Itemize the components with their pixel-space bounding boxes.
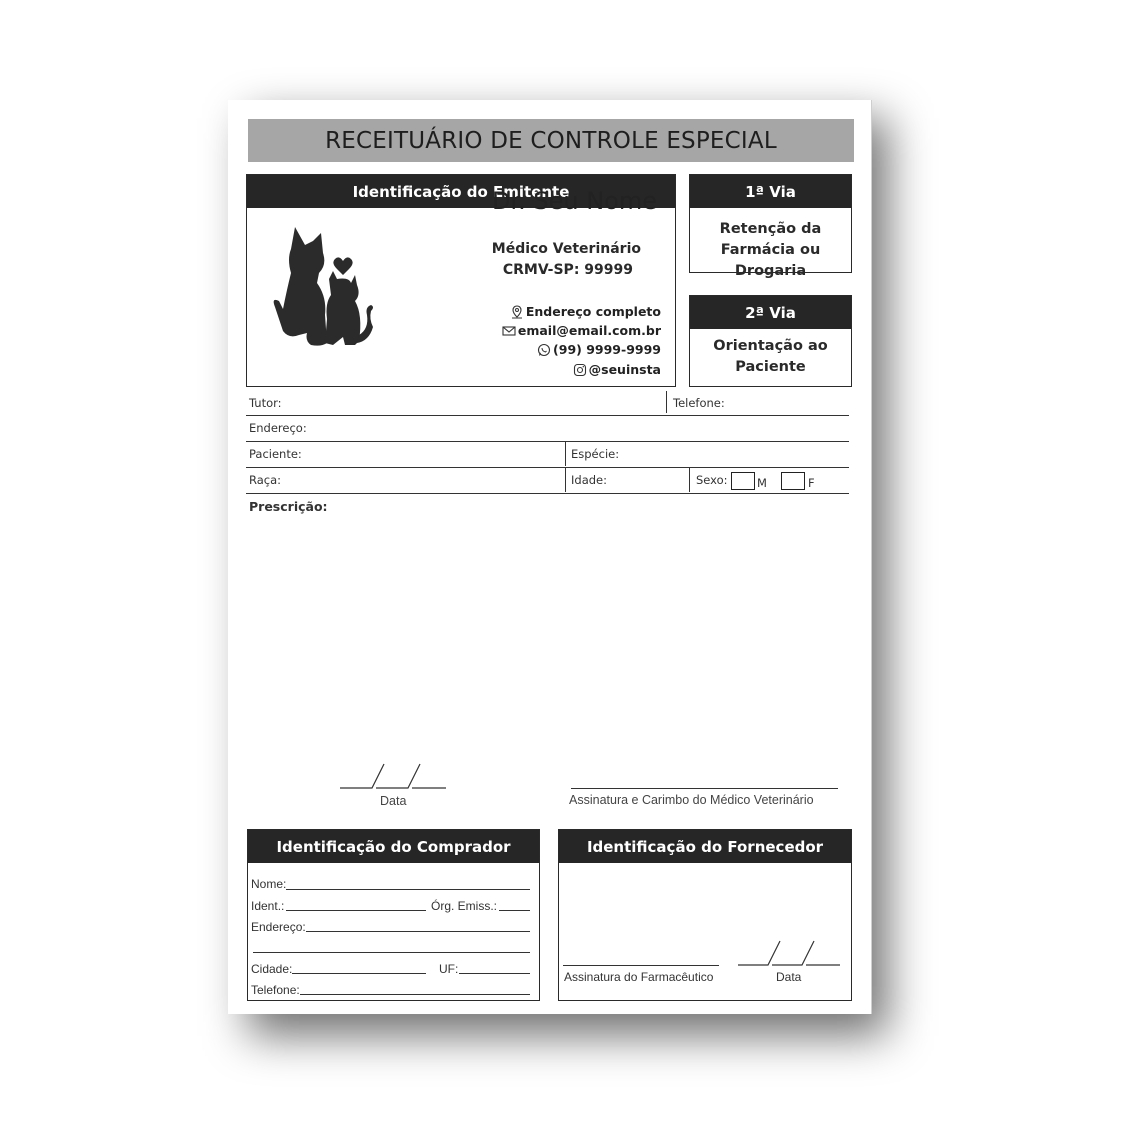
comprador-cidade-label: Cidade: (251, 962, 293, 976)
comprador-nome-label: Nome: (251, 877, 287, 891)
tutor-line (246, 415, 849, 416)
raca-line (246, 493, 849, 494)
contact-email (502, 323, 661, 338)
doctor-name: Dr. Seu Nome (491, 187, 657, 215)
instagram-icon (573, 363, 587, 377)
signature-line (571, 788, 838, 789)
raca-label: Raça: (249, 473, 282, 487)
idade-label: Idade: (571, 473, 607, 487)
farmaceutico-signature-label: Assinatura do Farmacêutico (564, 970, 714, 984)
via1-line2: Farmácia ou Drogaria (720, 242, 821, 279)
comprador-ident-label: Ident.: (251, 899, 285, 913)
comprador-box (247, 829, 540, 1001)
sexo-f-label: F (808, 476, 815, 490)
endereco-label: Endereço: (249, 421, 307, 435)
prescription-sheet (228, 100, 872, 1014)
sexo-label: Sexo: (696, 473, 728, 487)
paciente-divider (565, 442, 566, 466)
comprador-endereco-line (306, 931, 530, 932)
fornecedor-header: Identificação do Fornecedor (559, 830, 851, 863)
raca-divider (565, 468, 566, 492)
doctor-crmv: CRMV-SP: 99999 (502, 262, 633, 278)
via1-header: 1ª Via (690, 175, 851, 208)
prescricao-label: Prescrição: (249, 499, 328, 514)
farmaceutico-signature-line (563, 965, 719, 966)
sexo-m-checkbox[interactable] (731, 472, 755, 490)
via2-line2: Paciente (735, 359, 806, 375)
via2-line1: Orientação ao (713, 338, 828, 354)
contact-phone (537, 342, 661, 357)
address-text: Endereço completo (525, 304, 661, 319)
comprador-nome-line (286, 889, 530, 890)
comprador-uf-label: UF: (439, 962, 459, 976)
contact-instagram (573, 362, 661, 377)
especie-label: Espécie: (571, 447, 620, 461)
date-blank-lines (338, 760, 450, 792)
sexo-m-label: M (757, 476, 767, 490)
comprador-header: Identificação do Comprador (248, 830, 539, 863)
doctor-profession: Médico Veterinário (491, 241, 641, 257)
paciente-line (246, 467, 849, 468)
tutor-divider (666, 391, 667, 413)
location-pin-icon (510, 305, 524, 319)
comprador-telefone-label: Telefone: (251, 983, 300, 997)
comprador-cidade-line (292, 973, 426, 974)
via2-header: 2ª Via (690, 296, 851, 329)
via1-box (689, 174, 852, 279)
emitente-header: Identificação do Emitente (247, 175, 675, 208)
comprador-uf-line (459, 973, 530, 974)
date-label: Data (380, 794, 407, 808)
fornecedor-date-label: Data (776, 970, 802, 984)
idade-divider (689, 468, 690, 492)
sexo-f-checkbox[interactable] (781, 472, 805, 490)
whatsapp-icon (537, 343, 551, 357)
phone-text: (99) 9999-9999 (553, 342, 661, 357)
comprador-telefone-line (300, 994, 530, 995)
tutor-label: Tutor: (249, 396, 282, 410)
comprador-org-line (499, 910, 530, 911)
fornecedor-date-blank-lines (736, 938, 844, 968)
signature-label: Assinatura e Carimbo do Médico Veterinário (569, 793, 814, 807)
comprador-endereco-label: Endereço: (251, 920, 306, 934)
emitente-box (246, 174, 676, 387)
contact-address (510, 304, 661, 319)
instagram-text: @seuinsta (588, 362, 661, 377)
endereco-line (246, 441, 849, 442)
envelope-icon (502, 324, 516, 338)
email-text: email@email.com.br (517, 323, 661, 338)
dog-and-cat-silhouette-icon (271, 223, 377, 351)
document-title: RECEITUÁRIO DE CONTROLE ESPECIAL (248, 119, 854, 162)
comprador-org-label: Órg. Emiss.: (431, 899, 498, 913)
telefone-label: Telefone: (673, 396, 725, 410)
via2-box (689, 295, 852, 387)
comprador-endereco-line2 (253, 952, 530, 953)
comprador-ident-line (286, 910, 426, 911)
via1-line1: Retenção da (719, 221, 822, 237)
paciente-label: Paciente: (249, 447, 302, 461)
fornecedor-box (558, 829, 852, 1001)
